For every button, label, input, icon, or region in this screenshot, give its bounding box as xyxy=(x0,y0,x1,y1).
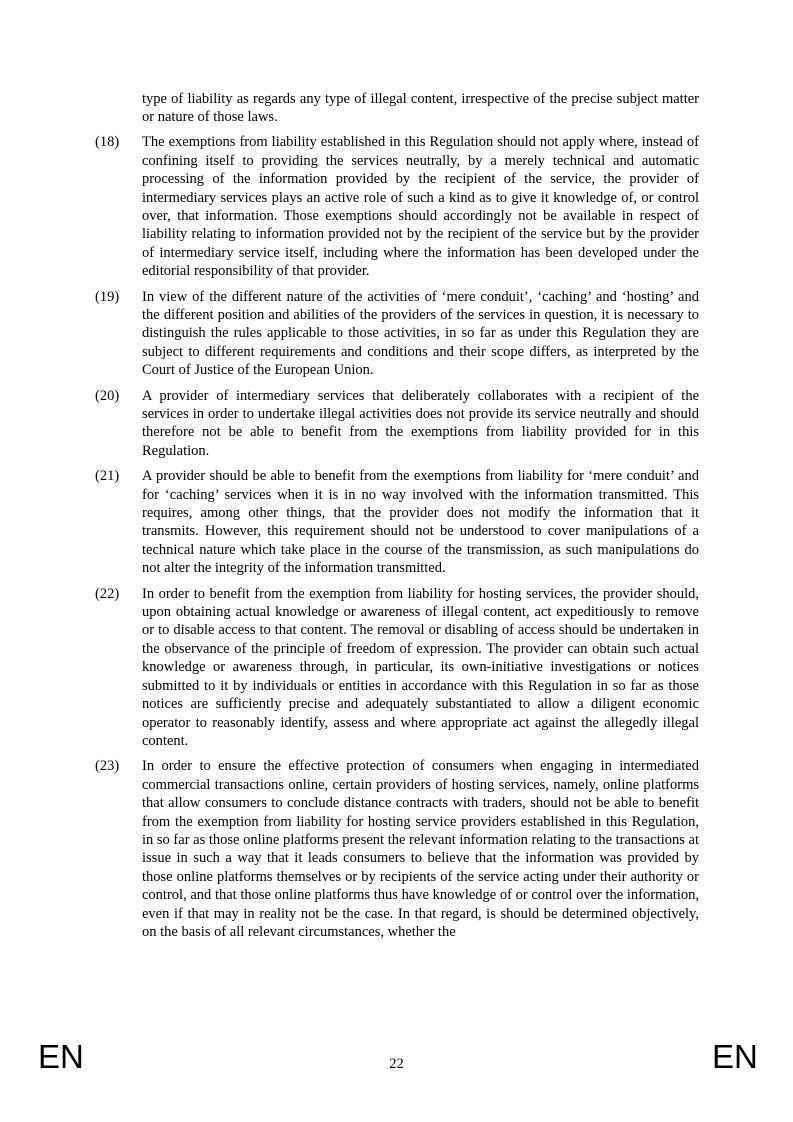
recital-18 xyxy=(95,133,699,280)
recital-text: In order to benefit from the exemption from liability for hosting services, the provider should, upon obtaining actual knowledge or awareness of illegal content, act expeditiously to remove or to disable access to that content. The removal or disabling of access should be undertaken in the observance of the principle of freedom of expression. The provider can obtain such actual knowledge or awareness through, in particular, its own-initiative investigations or notices submitted to it by individuals or entities in accordance with this Regulation in so far as those notices are sufficiently precise and adequately substantiated to allow a diligent economic operator to reasonably identify, assess and where appropriate act against the allegedly illegal content. xyxy=(142,585,699,749)
recital-text: In order to ensure the effective protection of consumers when engaging in intermediated commercial transactions online, certain providers of hosting services, namely, online platforms that allow consumers to conclude distance contracts with traders, should not be able to benefit from the exemption from liability for hosting service providers established in this Regulation, in so far as those online platforms present the relevant information relating to the transactions at issue in such a way that it leads consumers to believe that the information was provided by those online platforms themselves or by recipients of the service acting under their authority or control, and that those online platforms thus have knowledge of or control over the information, even if that may in reality not be the case. In that regard, is should be determined objectively, on the basis of all relevant circumstances, whether the xyxy=(142,758,699,940)
recital-number: (18) xyxy=(95,134,120,151)
recital-text: A provider of intermediary services that deliberately collaborates with a recipient of the services in order to undertake illegal activities does not provide its service neutrally and should therefore not be able to benefit from the exemptions from liability provided for in this Regulation. xyxy=(142,387,699,459)
recital-number: (19) xyxy=(95,288,120,305)
recital-text: A provider should be able to benefit from the exemptions from liability for ‘mere conduit’ and for ‘caching’ services when it is in no way involved with the information transmitted. This requires, among other things, that the provider does not modify the information that it transmits. However, this requirement should not be understood to cover manipulations of a technical nature which take place in the course of the transmission, as such manipulations do not alter the integrity of the information transmitted. xyxy=(142,468,699,577)
document-body xyxy=(95,75,699,948)
recital-20 xyxy=(95,387,699,461)
language-code-right: EN xyxy=(712,1038,758,1075)
continuation-text: type of liability as regards any type of illegal content, irrespective of the precise subject matter or nature of those laws. xyxy=(142,90,699,125)
recital-text: The exemptions from liability established in this Regulation should not apply where, instead of confining itself to providing the services neutrally, by a merely technical and automatic processing of the information provided by the recipient of the service, the provider of intermediary services plays an active role of such a kind as to give it knowledge of, or control over, that information. Those exemptions should accordingly not be available in respect of liability relating to information provided not by the recipient of the service but by the provider of intermediary service itself, including where the information has been developed under the editorial responsibility of that provider. xyxy=(142,134,699,280)
recital-21 xyxy=(95,467,699,577)
language-code-left: EN xyxy=(38,1038,84,1075)
recital-number: (22) xyxy=(95,585,120,602)
recital-19 xyxy=(95,288,699,380)
recital-number: (21) xyxy=(95,468,120,485)
page-number: 22 xyxy=(389,1056,404,1072)
recital-22 xyxy=(95,585,699,751)
recital-23 xyxy=(95,757,699,941)
recital-text: In view of the different nature of the activities of ‘mere conduit’, ‘caching’ and ‘hosting’ and the different position and abilities of the providers of the services in question, it is necessary to distinguish the rules applicable to those activities, in so far as under this Regulation they are subject to different requirements and conditions and their scope differs, as interpreted by the Court of Justice of the European Union. xyxy=(142,288,699,379)
recital-number: (23) xyxy=(95,758,120,775)
recital-number: (20) xyxy=(95,387,120,404)
